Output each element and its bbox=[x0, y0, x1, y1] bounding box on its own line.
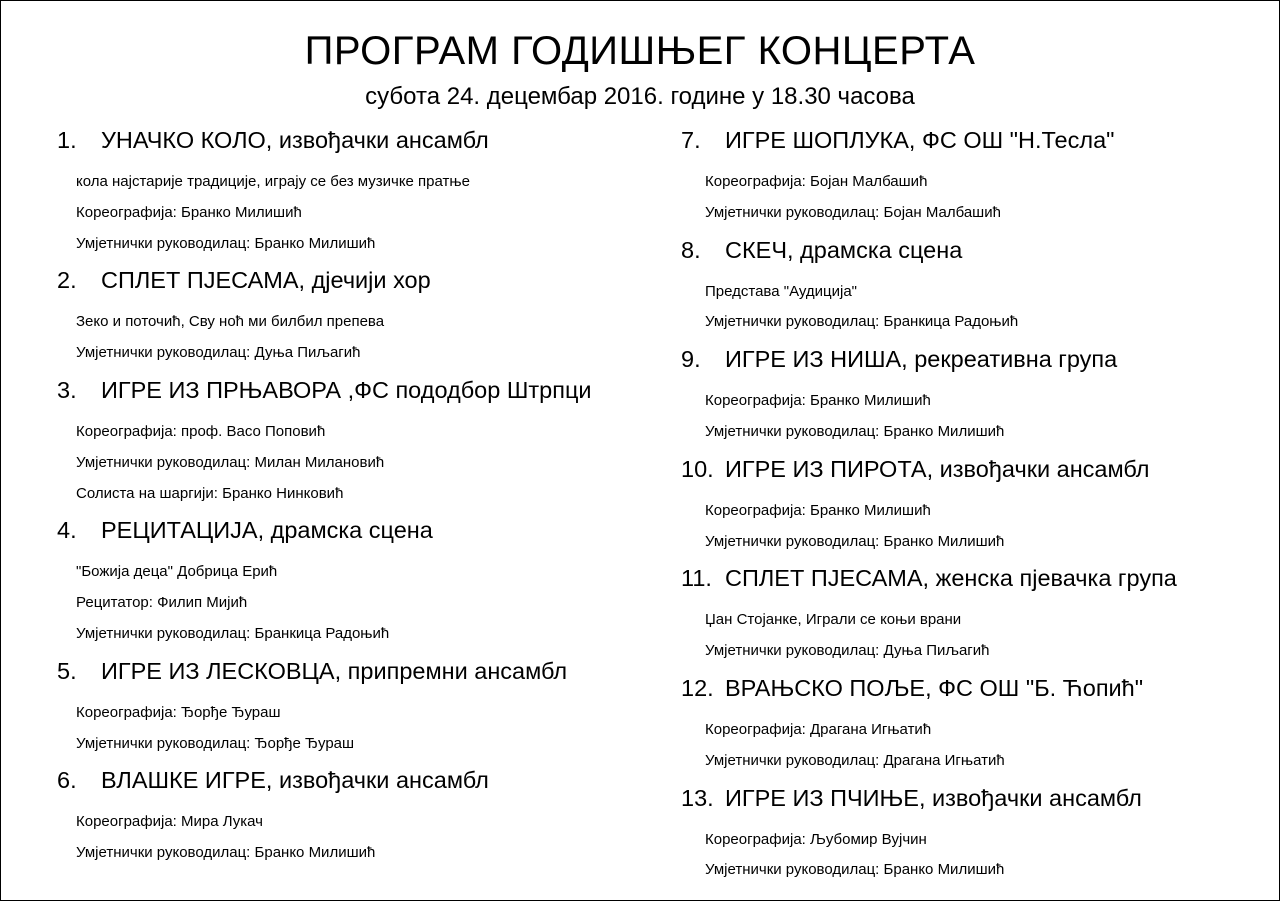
program-item-title: ИГРЕ ИЗ НИША, рекреативна група bbox=[725, 346, 1118, 373]
program-item-number: 5. bbox=[57, 657, 77, 684]
program-item-heading bbox=[681, 777, 1261, 819]
program-item-title: ИГРЕ ИЗ ПЧИЊЕ, извођачки ансамбл bbox=[725, 784, 1142, 811]
program-item-number: 4. bbox=[57, 517, 77, 544]
program-item-heading bbox=[681, 338, 1261, 380]
program-item-detail: Кореографија: Драгана Игњатић bbox=[705, 720, 932, 738]
program-item-heading bbox=[57, 259, 657, 301]
program-item-detail: Кореографија: Бранко Милишић bbox=[705, 501, 931, 519]
program-item bbox=[57, 259, 657, 369]
program-item-detail: "Божија деца" Добрица Ерић bbox=[76, 563, 278, 581]
program-item-detail: Умјетнички руководилац: Бранко Милишић bbox=[76, 844, 376, 862]
program-item-detail: Кореографија: Ђорђе Ђураш bbox=[76, 703, 281, 721]
page-subtitle: субота 24. децембар 2016. године у 18.30 часова bbox=[365, 83, 915, 110]
program-item-title: СПЛЕТ ПЈЕСАМА, дјечији хор bbox=[101, 267, 431, 294]
program-item-heading bbox=[681, 229, 1261, 271]
program-item-number: 1. bbox=[57, 127, 77, 153]
program-item-detail: Кореографија: Бојан Малбашић bbox=[705, 173, 928, 190]
program-item bbox=[681, 667, 1261, 777]
program-item-title: ВРАЊСКО ПОЉЕ, ФС ОШ "Б. Ћопић" bbox=[725, 674, 1144, 701]
program-item-detail: Умјетнички руководилац: Бранко Милишић bbox=[705, 532, 1005, 550]
program-column-right bbox=[681, 119, 1261, 886]
program-item-detail: Представа "Аудиција" bbox=[705, 282, 858, 300]
program-item-detail: Умјетнички руководилац: Дуња Пиљагић bbox=[76, 344, 361, 362]
program-item-detail: Умјетнички руководилац: Ђорђе Ђураш bbox=[76, 734, 355, 752]
program-item-detail: Умјетнички руководилац: Дуња Пиљагић bbox=[705, 642, 990, 660]
program-item-title: РЕЦИТАЦИЈА, драмска сцена bbox=[101, 517, 433, 544]
program-item-number: 8. bbox=[681, 236, 701, 263]
program-item-detail: Умјетнички руководилац: Бранко Милишић bbox=[76, 234, 376, 252]
program-item bbox=[57, 509, 657, 649]
program-item-detail: Солиста на шаргији: Бранко Нинковић bbox=[76, 484, 344, 502]
program-item bbox=[57, 119, 657, 259]
program-item-number: 11. bbox=[681, 565, 712, 592]
program-item-title: ИГРЕ ИЗ ЛЕСКОВЦА, припремни ансамбл bbox=[101, 657, 568, 684]
program-item-title: ВЛАШКЕ ИГРЕ, извођачки ансамбл bbox=[101, 767, 489, 794]
program-item-title: ИГРЕ ШОПЛУКА, ФС ОШ "Н.Тесла" bbox=[725, 127, 1115, 153]
program-item bbox=[57, 759, 657, 869]
program-item-title: ИГРЕ ИЗ ПИРОТА, извођачки ансамбл bbox=[725, 455, 1150, 482]
program-item-detail: Кореографија: проф. Васо Поповић bbox=[76, 422, 326, 440]
program-item-number: 9. bbox=[681, 346, 701, 373]
program-item-title: СКЕЧ, драмска сцена bbox=[725, 236, 963, 263]
program-item-detail: Зеко и поточић, Сву ноћ ми билбил препева bbox=[76, 313, 385, 331]
program-item-detail: Умјетнички руководилац: Бранко Милишић bbox=[705, 861, 1005, 879]
program-item-title: СПЛЕТ ПЈЕСАМА, женска пјевачка група bbox=[725, 565, 1177, 592]
program-item-title: ИГРЕ ИЗ ПРЊАВОРА ,ФС пододбор Штрпци bbox=[101, 376, 592, 403]
program-item bbox=[681, 777, 1261, 887]
program-item-number: 12. bbox=[681, 674, 714, 701]
program-item-number: 3. bbox=[57, 376, 77, 403]
program-item-heading bbox=[57, 759, 657, 801]
program-item bbox=[681, 119, 1261, 229]
program-item-detail: Умјетнички руководилац: Бојан Малбашић bbox=[705, 203, 1001, 221]
program-item-detail: Кореографија: Мира Лукач bbox=[76, 813, 263, 831]
program-item-heading bbox=[57, 369, 657, 411]
program-item-number: 6. bbox=[57, 767, 77, 794]
program-item bbox=[681, 557, 1261, 667]
program-item-detail: Кореографија: Бранко Милишић bbox=[76, 203, 302, 221]
program-item-number: 13. bbox=[681, 784, 714, 811]
program-item bbox=[681, 229, 1261, 339]
program-item-heading bbox=[681, 667, 1261, 709]
program-item-number: 10. bbox=[681, 455, 714, 482]
program-item-detail: кола најстарије традиције, играју се без музичке пратње bbox=[76, 173, 470, 190]
program-item-title: УНАЧКО КОЛО, извођачки ансамбл bbox=[101, 127, 489, 153]
program-item-detail: Умјетнички руководилац: Милан Милановић bbox=[76, 453, 385, 471]
program-item-heading bbox=[57, 650, 657, 692]
program-item-detail: Умјетнички руководилац: Бранкица Радоњић bbox=[705, 313, 1019, 331]
program-item-heading bbox=[681, 557, 1261, 599]
program-item bbox=[57, 650, 657, 760]
program-item-detail: Умјетнички руководилац: Бранко Милишић bbox=[705, 422, 1005, 440]
program-item-detail: Џан Стојанке, Играли се коњи врани bbox=[705, 611, 962, 629]
program-item bbox=[681, 448, 1261, 558]
program-item-heading bbox=[57, 119, 657, 161]
program-item-number: 7. bbox=[681, 127, 701, 153]
program-item bbox=[681, 338, 1261, 448]
program-item-detail: Умјетнички руководилац: Бранкица Радоњић bbox=[76, 624, 390, 642]
program-item-detail: Рецитатор: Филип Мијић bbox=[76, 594, 248, 612]
program-column-left bbox=[57, 119, 657, 869]
program-item-heading bbox=[681, 448, 1261, 490]
program-item-heading bbox=[57, 509, 657, 551]
page-title: ПРОГРАМ ГОДИШЊЕГ КОНЦЕРТА bbox=[304, 29, 976, 73]
program-item-number: 2. bbox=[57, 267, 77, 294]
program-item bbox=[57, 369, 657, 509]
program-item-heading bbox=[681, 119, 1261, 161]
program-item-detail: Умјетнички руководилац: Драгана Игњатић bbox=[705, 751, 1005, 769]
program-item-detail: Кореографија: Љубомир Вујчин bbox=[705, 830, 927, 848]
program-item-detail: Кореографија: Бранко Милишић bbox=[705, 392, 931, 410]
